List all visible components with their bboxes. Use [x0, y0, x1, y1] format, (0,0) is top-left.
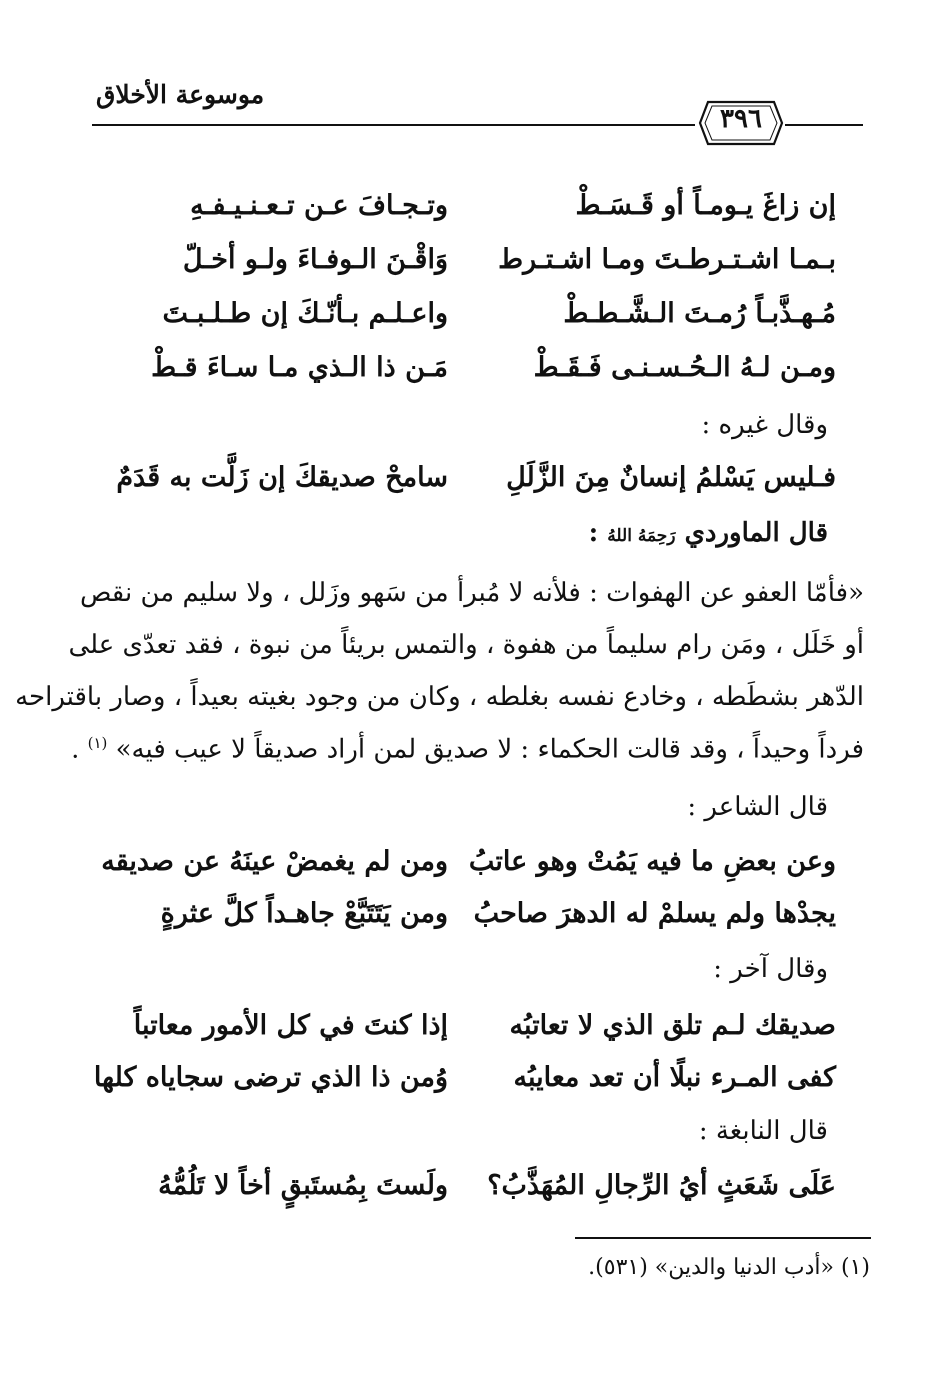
label-other-said: وقال غيره : — [701, 410, 828, 440]
single-verse-second-hemistich: فـليس يَسْلمُ إنسانٌ مِنَ الزَّلَلِ — [506, 462, 836, 493]
label-poet-said: قال الشاعر : — [687, 792, 828, 822]
akhar-verse-2-second: كفى المـرء نبلًا أن تعد معايبُه — [513, 1062, 836, 1093]
page-number-frame — [698, 96, 784, 150]
verse-2-second-hemistich: بـمـا اشـتـرطـتَ ومـا اشـتـرط — [498, 244, 836, 275]
shaer-verse-1-second: وعن بعضِ ما فيه يَمُتْ وهو عاتبُ — [468, 846, 836, 877]
verse-3-first-hemistich: واعـلـم بـأنّـكَ إن طـلـبـتَ — [162, 298, 448, 329]
footnote-rule — [575, 1237, 871, 1239]
book-title: موسوعة الأخلاق — [96, 80, 265, 109]
label-mawardi: قال الماوردي رَحِمَهُ اللهُ : — [588, 518, 828, 548]
akhar-verse-1-second: صديقك لـم تلق الذي لا تعاتبُه — [509, 1010, 836, 1041]
prose-line-1: «فأمّا العفو عن الهفوات : فلأنه لا مُبرأ من سَهو وزَلل ، ولا سليم من نقص — [79, 578, 864, 608]
label-another-said: وقال آخر : — [713, 954, 828, 984]
nabigha-verse-second: عَلَى شَعَثٍ أيُ الرِّجالِ المُهَذَّبُ؟ — [487, 1170, 836, 1201]
verse-1-first-hemistich: وتـجـافَ عـن تـعـنـيـفـهِ — [190, 190, 448, 221]
verse-4-second-hemistich: ومـن لـهُ الـحُـسـنـى فَـقَـطْ — [533, 352, 836, 383]
akhar-verse-2-first: وُمن ذا الذي ترضى سجاياه كلها — [93, 1062, 448, 1093]
prose-line-2: أو خَلَل ، ومَن رام سليماً من هفوة ، والتمس بريئاً من نبوة ، فقد تعدّى على — [68, 630, 864, 660]
nabigha-verse-first: ولَستَ بِمُستَبقٍ أخاً لا تَلُمُّهُ — [158, 1170, 448, 1201]
header-rule-right — [785, 124, 863, 126]
shaer-verse-2-second: يجدْها ولم يسلمْ له الدهرَ صاحبُ — [473, 898, 836, 929]
label-nabigha-said: قال النابغة : — [698, 1116, 828, 1146]
header-rule-left — [92, 124, 695, 126]
footnote-marker: (١) — [87, 734, 108, 752]
footnote: (١) «أدب الدنيا والدين» (٥٣١). — [588, 1255, 870, 1280]
prose-line-4: فرداً وحيداً ، وقد قالت الحكماء : لا صديق لمن أراد صديقاً لا عيب فيه» $^{(١)}$ . — [71, 734, 864, 765]
verse-1-second-hemistich: إن زاغَ يـومـاً أو قَـسَـطْ — [575, 190, 836, 221]
single-verse-first-hemistich: سامحْ صديقكَ إن زَلَّت به قَدَمٌ — [116, 462, 448, 493]
verse-2-first-hemistich: وَاقْـنَ الـوفـاءَ ولـو أخـلّ — [182, 244, 448, 275]
verse-3-second-hemistich: مُـهـذَّبـاً رُمـتَ الـشَّـطـطْ — [563, 298, 836, 329]
page-number: ٣٩٦ — [720, 104, 762, 134]
prose-line-3: الدّهر بشطَطه ، وخادع نفسه بغلطه ، وكان من وجود بغيته بعيداً ، وصار باقتراحه — [15, 682, 864, 712]
honorific: رَحِمَهُ اللهُ — [607, 526, 676, 546]
shaer-verse-2-first: ومن يَتَتَبَّعْ جاهـداً كلَّ عثرةٍ — [160, 898, 448, 929]
akhar-verse-1-first: إذا كنتَ في كل الأمور معاتباً — [133, 1010, 448, 1041]
verse-4-first-hemistich: مَـن ذا الـذي مـا سـاءَ قـطْ — [151, 352, 448, 383]
shaer-verse-1-first: ومن لم يغمضْ عينَهُ عن صديقه — [101, 846, 448, 877]
